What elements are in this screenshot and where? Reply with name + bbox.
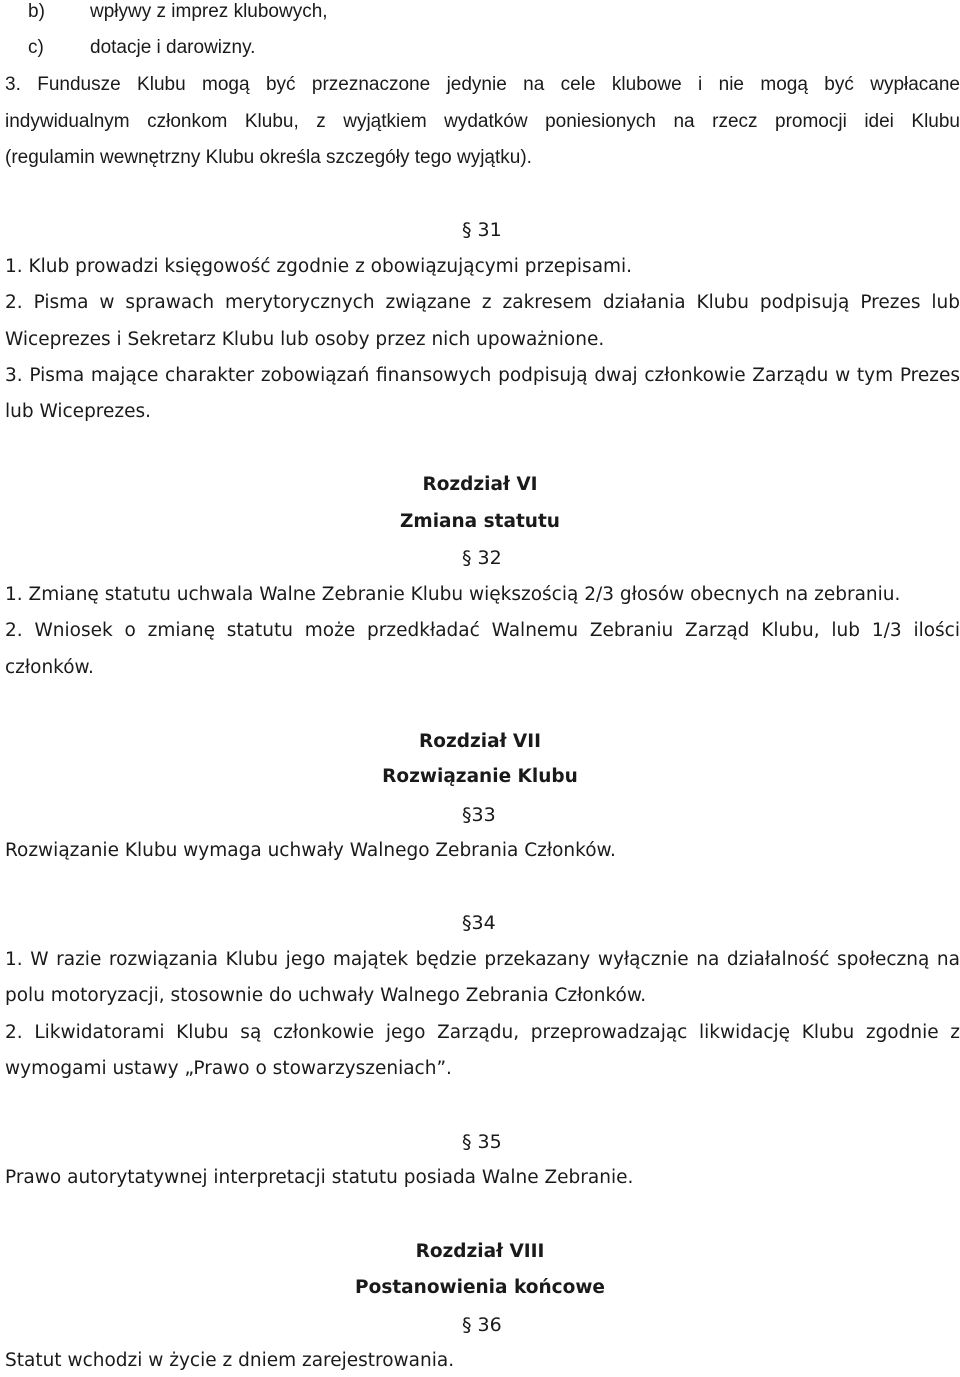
section-heading: § 31 (462, 219, 502, 241)
paragraph-line: 3. Fundusze Klubu mogą być przeznaczone jedynie na cele klubowe i nie mogą być wypłacane (5, 74, 960, 95)
list-label: b) (28, 1, 45, 22)
section-heading: § 35 (462, 1131, 502, 1153)
paragraph-line: 2. Wniosek o zmianę statutu może przedkładać Walnemu Zebraniu Zarząd Klubu, lub 1/3 ilości (5, 620, 960, 641)
chapter-subtitle: Zmiana statutu (400, 511, 560, 532)
section-heading: § 32 (462, 547, 502, 569)
paragraph-line: lub Wiceprezes. (5, 401, 152, 422)
paragraph-line: 2. Likwidatorami Klubu są członkowie jego Zarządu, przeprowadzając likwidację Klubu zgodnie z (5, 1022, 960, 1043)
section-heading: §34 (462, 912, 496, 934)
chapter-title: Rozdział VIII (415, 1241, 545, 1262)
paragraph-line: Statut wchodzi w życie z dniem zarejestrowania. (5, 1350, 455, 1371)
paragraph-line: Rozwiązanie Klubu wymaga uchwały Walnego Zebrania Członków. (5, 840, 616, 861)
list-text: dotacje i darowizny. (90, 37, 256, 58)
paragraph-line: polu motoryzacji, stosownie do uchwały Walnego Zebrania Członków. (5, 985, 647, 1006)
paragraph-line: członków. (5, 657, 94, 678)
paragraph-line: (regulamin wewnętrzny Klubu określa szczegóły tego wyjątku). (5, 147, 532, 168)
list-item-b (28, 0, 960, 24)
list-item-c (28, 36, 960, 60)
paragraph-line: 1. W razie rozwiązania Klubu jego majątek będzie przekazany wyłącznie na działalność społeczną na (5, 949, 960, 970)
section-heading: § 36 (462, 1314, 502, 1336)
paragraph-line: 3. Pisma mające charakter zobowiązań finansowych podpisują dwaj członkowie Zarządu w tym Prezes (5, 365, 960, 386)
paragraph-line: 1. Zmianę statutu uchwala Walne Zebranie Klubu większością 2/3 głosów obecnych na zebraniu. (5, 584, 901, 605)
chapter-subtitle: Postanowienia końcowe (355, 1277, 605, 1298)
paragraph-line: Prawo autorytatywnej interpretacji statutu posiada Walne Zebranie. (5, 1167, 634, 1188)
paragraph-line: wymogami ustawy „Prawo o stowarzyszeniach”. (5, 1058, 452, 1079)
list-label: c) (28, 37, 44, 58)
chapter-title: Rozdział VI (422, 474, 538, 495)
chapter-subtitle: Rozwiązanie Klubu (382, 766, 578, 787)
chapter-title: Rozdział VII (419, 731, 541, 752)
paragraph-line: indywidualnym członkom Klubu, z wyjątkiem wydatków poniesionych na rzecz promocji idei Klubu (5, 111, 960, 132)
paragraph-line: 1. Klub prowadzi księgowość zgodnie z obowiązującymi przepisami. (5, 256, 633, 277)
paragraph-line: Wiceprezes i Sekretarz Klubu lub osoby przez nich upoważnione. (5, 329, 605, 350)
section-heading: §33 (462, 804, 496, 826)
list-text: wpływy z imprez klubowych, (90, 1, 328, 22)
paragraph-line: 2. Pisma w sprawach merytorycznych związane z zakresem działania Klubu podpisują Prezes lub (5, 292, 960, 313)
